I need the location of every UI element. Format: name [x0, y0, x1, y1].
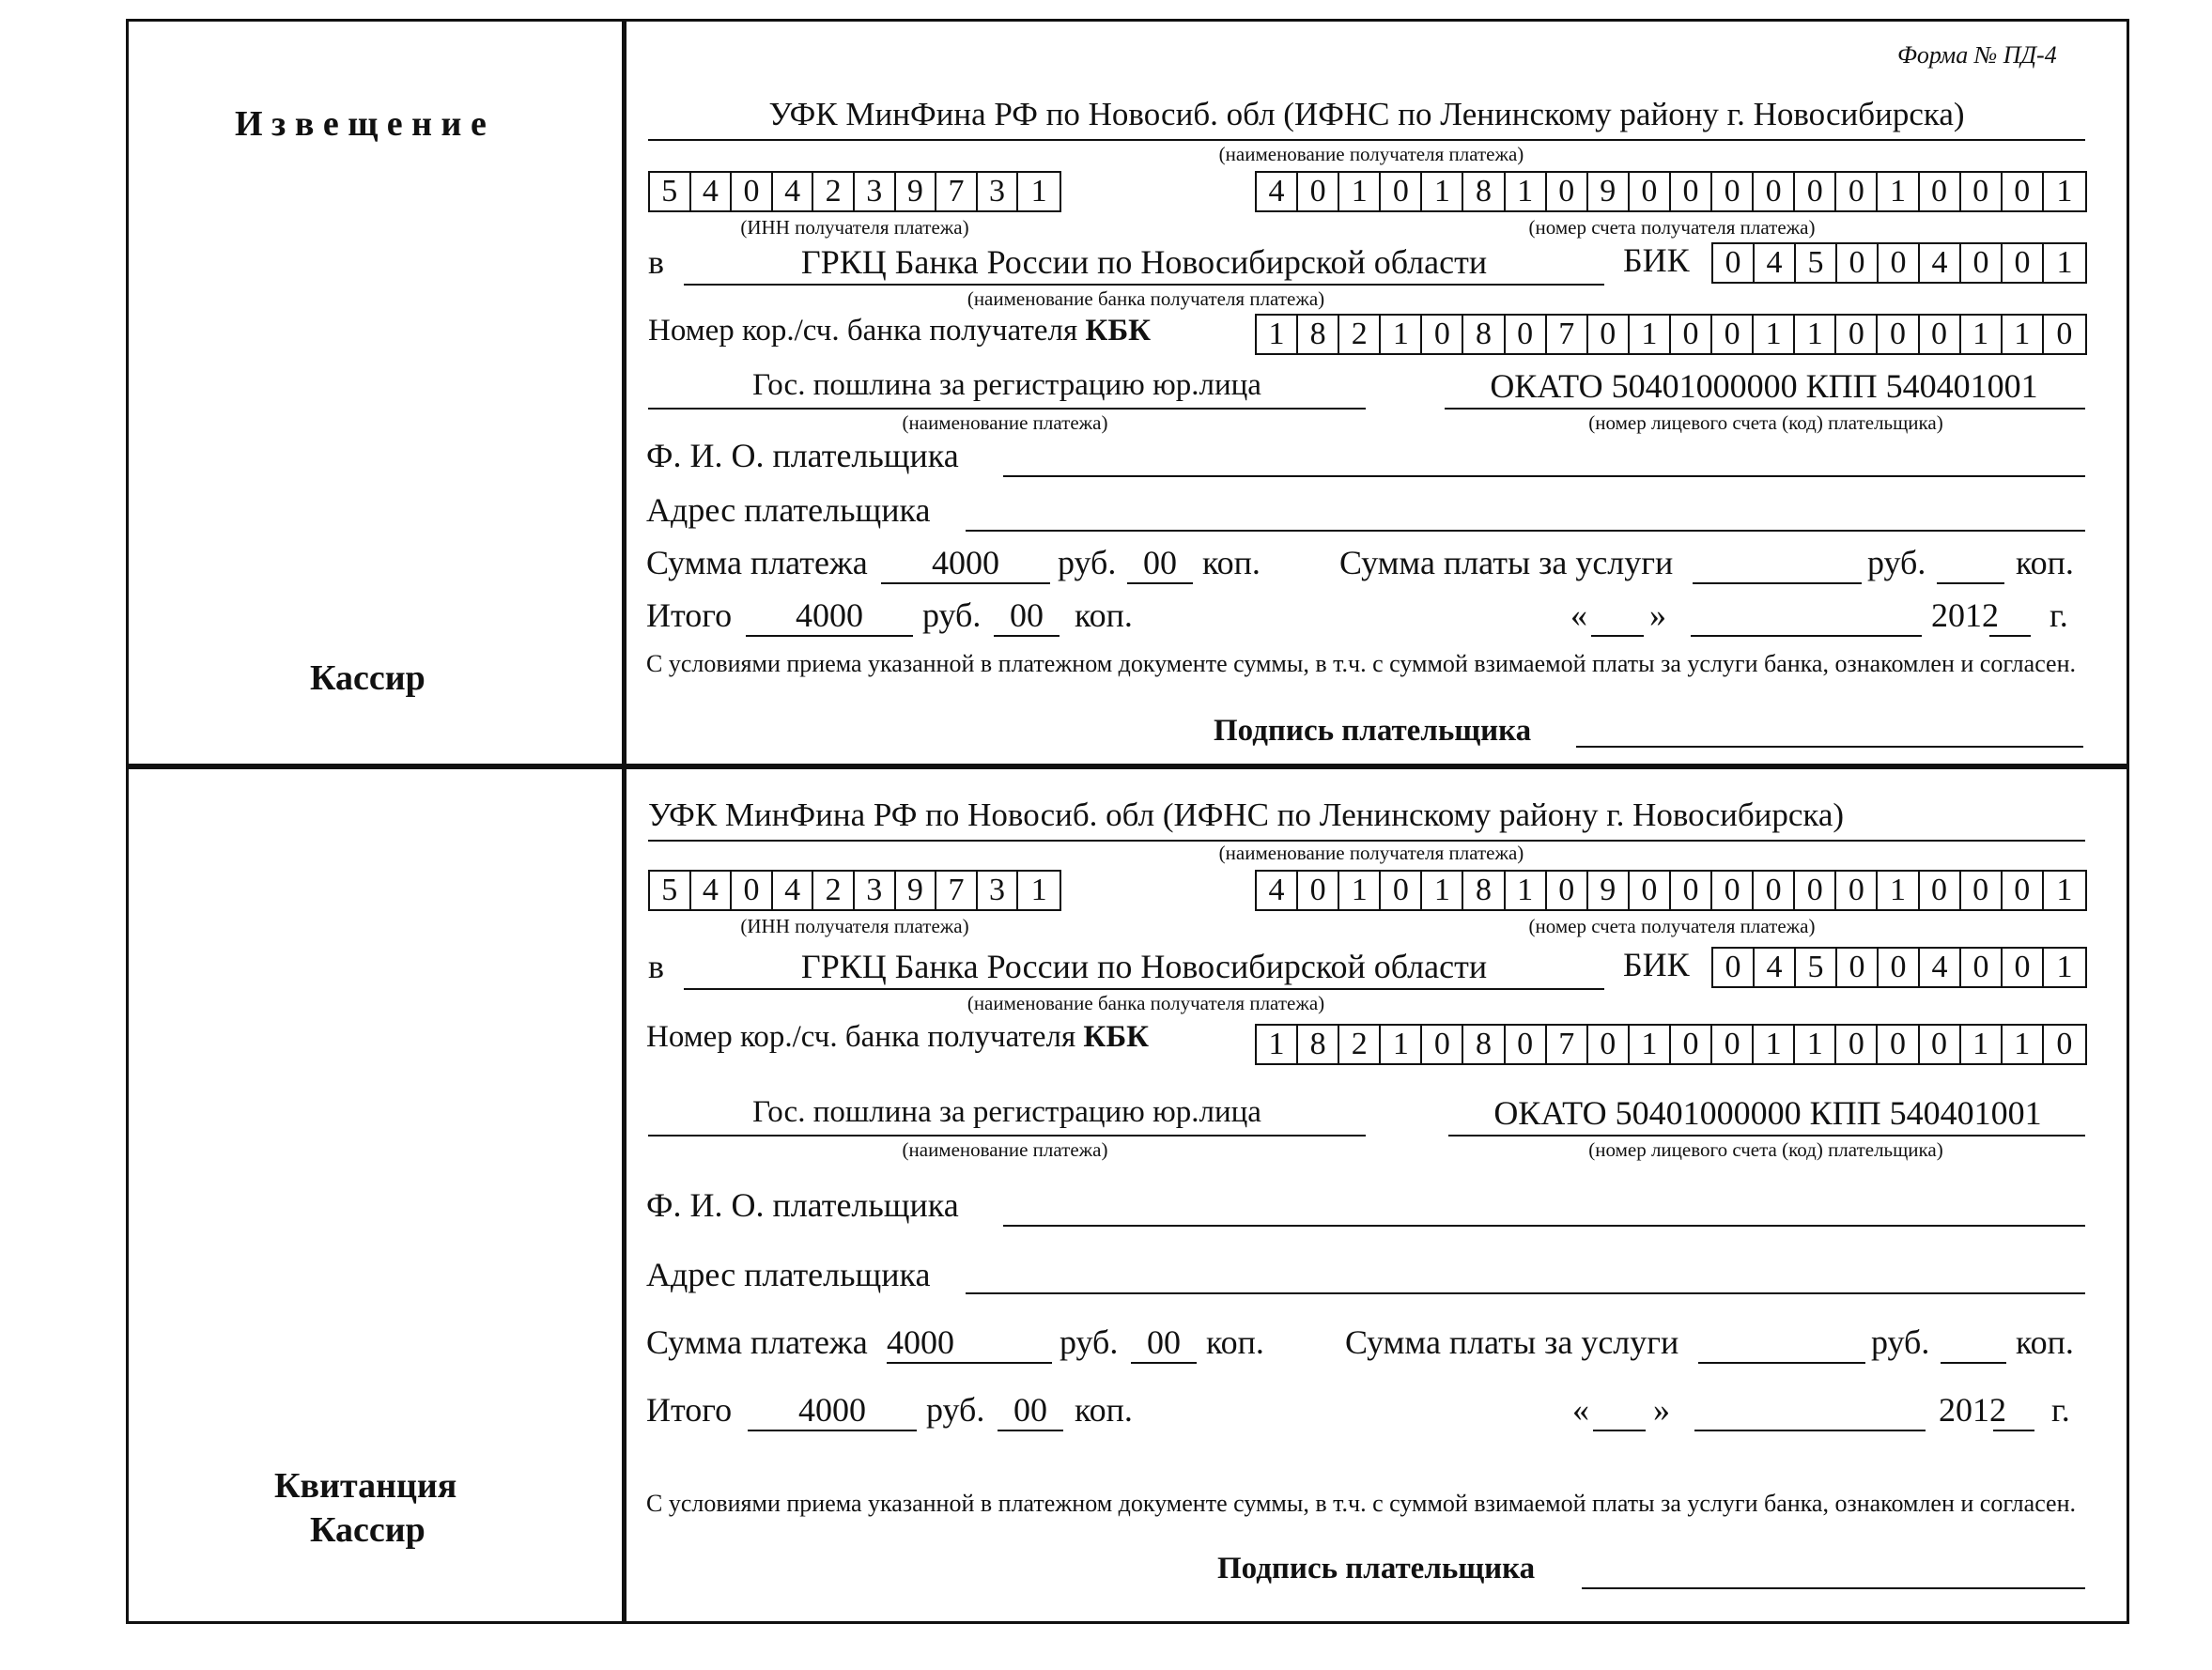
digit-cell: 4: [773, 173, 814, 210]
digit-cell: 0: [1506, 1026, 1547, 1063]
digit-cell: 0: [1712, 1026, 1754, 1063]
digit-cell: 1: [1422, 173, 1463, 210]
digit-cell: 0: [1630, 872, 1671, 909]
digit-cell: 3: [855, 173, 896, 210]
date-year-line: [1993, 1430, 2034, 1431]
payer-address-label: Адрес плательщика: [646, 1256, 931, 1293]
digit-cell: 0: [1920, 872, 1961, 909]
digit-cell: 0: [2056, 1027, 2073, 1061]
digit-cell: 0: [1836, 872, 1878, 909]
payee-line: [648, 139, 2085, 141]
kbk-label: КБК: [1083, 1020, 1150, 1054]
digit-cell: 1: [1381, 1026, 1422, 1063]
payment-line: [648, 408, 1366, 410]
digit-cell: 1: [1381, 316, 1422, 353]
services-rub-line[interactable]: [1693, 582, 1862, 584]
digit-cell: 0: [1837, 244, 1879, 282]
sum-rub-value[interactable]: 4000: [932, 544, 999, 581]
sum-services-label: Сумма платы за услуги: [1345, 1323, 1679, 1361]
digit-cell: 8: [1298, 316, 1339, 353]
corr-account-text: Номер кор./сч. банка получателя: [648, 314, 1078, 348]
form-number: Форма № ПД-4: [1897, 41, 2057, 69]
digit-cell: 5: [1796, 244, 1837, 282]
digit-cell: 0: [1879, 244, 1920, 282]
digit-cell: 0: [1836, 316, 1878, 353]
kbk-label: КБК: [1085, 314, 1152, 348]
digit-cell: 7: [936, 872, 978, 909]
terms-text: С условиями приема указанной в платежном документе суммы, в т.ч. с суммой взимаемой платы за услуги банка, ознакомлен и согласен.: [646, 650, 2077, 677]
payee-caption: (наименование получателя платежа): [1218, 842, 1524, 864]
payment-line: [648, 1135, 1366, 1137]
digit-cell: 4: [691, 173, 733, 210]
bik-label: БИК: [1623, 241, 1690, 279]
digit-cell: 0: [1381, 872, 1422, 909]
sum-kop-line: [1127, 582, 1193, 584]
digit-cell: 0: [1506, 316, 1547, 353]
digit-cell: 0: [1671, 872, 1712, 909]
services-rub-line[interactable]: [1698, 1362, 1865, 1364]
signature-label: Подпись плательщика: [1217, 1552, 1536, 1585]
sum-kop-label: коп.: [1206, 1323, 1264, 1361]
kbk-cells[interactable]: [1255, 314, 2087, 355]
okato-kpp[interactable]: ОКАТО 50401000000 КПП 540401001: [1490, 367, 2038, 405]
digit-cell: 4: [1257, 872, 1298, 909]
personal-account-caption: (номер лицевого счета (код) плательщика): [1588, 411, 1943, 434]
total-rub-value[interactable]: 4000: [796, 596, 863, 634]
digit-cell: 3: [978, 872, 1019, 909]
services-kop-line[interactable]: [1937, 582, 2004, 584]
digit-cell: 0: [1713, 244, 1755, 282]
digit-cell: 0: [1836, 173, 1878, 210]
digit-cell: 3: [978, 173, 1019, 210]
total-label: Итого: [646, 596, 733, 634]
date-quote-close: »: [1653, 1391, 1670, 1429]
bik-cells[interactable]: [1711, 242, 2087, 284]
payment-name[interactable]: Гос. пошлина за регистрацию юр.лица: [752, 1095, 1261, 1129]
digit-cell: 1: [1878, 872, 1919, 909]
digit-cell: 0: [1795, 872, 1836, 909]
services-kop-line[interactable]: [1941, 1362, 2006, 1364]
year-suffix: г.: [2051, 1391, 2070, 1429]
date-month-line[interactable]: [1694, 1430, 1926, 1431]
digit-cell: 1: [2003, 316, 2044, 353]
digit-cell: 1: [2056, 873, 2073, 907]
bank-in-label: в: [648, 243, 664, 281]
corr-account-text: Номер кор./сч. банка получателя: [646, 1020, 1076, 1054]
bank-caption: (наименование банка получателя платежа): [967, 287, 1325, 310]
digit-cell: 7: [936, 173, 978, 210]
digit-cell: 0: [1879, 949, 1920, 986]
digit-cell: 0: [1712, 316, 1754, 353]
personal-account-caption: (номер лицевого счета (код) плательщика): [1588, 1138, 1943, 1161]
date-quote-close: »: [1649, 596, 1666, 634]
digit-cell: 0: [1961, 244, 2003, 282]
payer-name-line[interactable]: [1003, 475, 2085, 477]
account-cells[interactable]: [1255, 171, 2087, 212]
receipt-cashier-label: Кассир: [310, 1510, 425, 1550]
payer-address-line[interactable]: [966, 1292, 2085, 1294]
section-divider: [126, 764, 2129, 769]
date-year-line: [1989, 635, 2031, 637]
year-suffix: г.: [2050, 596, 2068, 634]
signature-line[interactable]: [1582, 1587, 2085, 1589]
corr-account-label: [646, 1020, 1149, 1055]
terms-text: С условиями приема указанной в платежном документе суммы, в т.ч. с суммой взимаемой платы за услуги банка, ознакомлен и согласен.: [646, 1490, 2077, 1517]
total-rub-value[interactable]: 4000: [798, 1391, 866, 1429]
digit-cell: 0: [1754, 872, 1795, 909]
sum-payment-label: Сумма платежа: [646, 1323, 868, 1361]
digit-cell: 0: [2056, 317, 2073, 351]
bank-name[interactable]: ГРКЦ Банка России по Новосибирской области: [800, 243, 1488, 281]
digit-cell: 1: [1630, 316, 1671, 353]
digit-cell: 1: [2056, 174, 2073, 209]
payer-address-line[interactable]: [966, 530, 2085, 532]
notice-title: И з в е щ е н и е: [235, 104, 487, 144]
stub-divider: [622, 19, 626, 1624]
sum-kop-label: коп.: [1202, 544, 1261, 581]
digit-cell: 8: [1298, 1026, 1339, 1063]
signature-line[interactable]: [1576, 746, 2083, 748]
digit-cell: 8: [1463, 1026, 1505, 1063]
total-rub-label: руб.: [922, 596, 982, 634]
digit-cell: 1: [1339, 173, 1381, 210]
sum-rub-value[interactable]: 4000: [887, 1323, 954, 1361]
digit-cell: 4: [1755, 244, 1796, 282]
digit-cell: 2: [1339, 1026, 1381, 1063]
digit-cell: 0: [732, 872, 773, 909]
bank-caption: (наименование банка получателя платежа): [967, 992, 1325, 1014]
date-day-line[interactable]: [1593, 1430, 1646, 1431]
digit-cell: 0: [1712, 173, 1754, 210]
digit-cell: 0: [2003, 872, 2044, 909]
total-rub-line: [746, 635, 913, 637]
payer-name-line[interactable]: [1003, 1225, 2085, 1227]
digit-cell: 0: [1878, 1026, 1919, 1063]
services-kop-label: коп.: [2016, 1323, 2074, 1361]
digit-cell: 1: [1422, 872, 1463, 909]
receipt-title: Квитанция: [274, 1466, 457, 1506]
inn-caption: (ИНН получателя платежа): [740, 915, 969, 937]
payment-caption: (наименование платежа): [902, 411, 1108, 434]
digit-cell: 0: [1547, 872, 1588, 909]
digit-cell: 4: [1920, 949, 1961, 986]
digit-cell: 8: [1463, 316, 1505, 353]
total-kop-line: [998, 1430, 1063, 1431]
date-month-line[interactable]: [1691, 635, 1922, 637]
digit-cell: 9: [1588, 872, 1630, 909]
payment-caption: (наименование платежа): [902, 1138, 1108, 1161]
bank-in-label: в: [648, 948, 664, 985]
digit-cell: 1: [1754, 1026, 1795, 1063]
inn-cells[interactable]: [648, 870, 1061, 911]
digit-cell: 1: [1257, 316, 1298, 353]
total-kop-line: [994, 635, 1060, 637]
digit-cell: 0: [1961, 173, 2003, 210]
sum-rub-label: руб.: [1058, 544, 1117, 581]
digit-cell: 0: [1754, 173, 1795, 210]
digit-cell: 4: [1920, 244, 1961, 282]
digit-cell: 0: [1588, 316, 1630, 353]
services-rub-label: руб.: [1867, 544, 1926, 581]
notice-cashier-label: Кассир: [310, 658, 425, 698]
okato-line: [1445, 408, 2085, 410]
digit-cell: 0: [1630, 173, 1671, 210]
payment-name[interactable]: Гос. пошлина за регистрацию юр.лица: [752, 368, 1261, 402]
digit-cell: 0: [1588, 1026, 1630, 1063]
digit-cell: 1: [2003, 1026, 2044, 1063]
digit-cell: 1: [2056, 245, 2073, 280]
digit-cell: 0: [1920, 173, 1961, 210]
okato-line: [1448, 1135, 2085, 1137]
digit-cell: 5: [650, 872, 691, 909]
inn-caption: (ИНН получателя платежа): [740, 216, 969, 239]
sum-rub-line: [881, 582, 1050, 584]
account-caption: (номер счета получателя платежа): [1528, 915, 1816, 937]
digit-cell: 4: [773, 872, 814, 909]
digit-cell: 0: [1671, 173, 1712, 210]
digit-cell: 0: [1298, 173, 1339, 210]
digit-cell: 0: [2003, 949, 2044, 986]
digit-cell: 0: [1713, 949, 1755, 986]
payer-name-label: Ф. И. О. плательщика: [646, 437, 959, 474]
payee-name[interactable]: УФК МинФина РФ по Новосиб. обл (ИФНС по Ленинскому району г. Новосибирска): [648, 796, 1845, 833]
digit-cell: 0: [2003, 244, 2044, 282]
sum-kop-line: [1131, 1362, 1197, 1364]
payer-name-label: Ф. И. О. плательщика: [646, 1186, 959, 1224]
total-label: Итого: [646, 1391, 733, 1429]
total-kop-label: коп.: [1075, 596, 1133, 634]
digit-cell: 0: [1671, 1026, 1712, 1063]
digit-cell: 1: [1339, 872, 1381, 909]
total-rub-line: [748, 1430, 917, 1431]
digit-cell: 2: [813, 173, 855, 210]
sum-kop-value[interactable]: 00: [1143, 544, 1177, 581]
digit-cell: 0: [1795, 173, 1836, 210]
signature-label: Подпись плательщика: [1214, 714, 1532, 748]
payee-name[interactable]: УФК МинФина РФ по Новосиб. обл (ИФНС по Ленинскому району г. Новосибирска): [768, 96, 1965, 132]
inn-cells[interactable]: [648, 171, 1061, 212]
digit-cell: 0: [1422, 316, 1463, 353]
date-day-line[interactable]: [1591, 635, 1644, 637]
date-year-value[interactable]: 2012: [1939, 1391, 2006, 1429]
digit-cell: 1: [1795, 1026, 1836, 1063]
digit-cell: 1: [1506, 872, 1547, 909]
total-kop-value[interactable]: 00: [1013, 1391, 1047, 1429]
bank-line: [684, 284, 1604, 286]
digit-cell: 9: [896, 173, 937, 210]
digit-cell: 0: [1920, 316, 1961, 353]
bank-name[interactable]: ГРКЦ Банка России по Новосибирской области: [800, 948, 1488, 985]
total-rub-label: руб.: [926, 1391, 985, 1429]
digit-cell: 8: [1463, 173, 1505, 210]
sum-rub-label: руб.: [1060, 1323, 1119, 1361]
digit-cell: 9: [896, 872, 937, 909]
digit-cell: 1: [2056, 950, 2073, 984]
digit-cell: 5: [650, 173, 691, 210]
digit-cell: 2: [1339, 316, 1381, 353]
digit-cell: 1: [1878, 173, 1919, 210]
digit-cell: 1: [1961, 1026, 2003, 1063]
kbk-cells[interactable]: [1255, 1024, 2087, 1065]
digit-cell: 0: [1837, 949, 1879, 986]
services-kop-label: коп.: [2016, 544, 2074, 581]
digit-cell: 0: [1422, 1026, 1463, 1063]
digit-cell: 0: [1381, 173, 1422, 210]
digit-cell: 0: [1961, 872, 2003, 909]
account-caption: (номер счета получателя платежа): [1528, 216, 1816, 239]
digit-cell: 2: [813, 872, 855, 909]
date-quote-open: «: [1570, 596, 1587, 634]
sum-payment-label: Сумма платежа: [646, 544, 868, 581]
digit-cell: 0: [1878, 316, 1919, 353]
bik-label: БИК: [1623, 946, 1690, 983]
date-quote-open: «: [1572, 1391, 1589, 1429]
services-rub-label: руб.: [1871, 1323, 1930, 1361]
bik-cells[interactable]: [1711, 947, 2087, 988]
digit-cell: 1: [1506, 173, 1547, 210]
digit-cell: 1: [1030, 873, 1047, 907]
bank-line: [684, 988, 1604, 990]
digit-cell: 4: [691, 872, 733, 909]
digit-cell: 0: [1961, 949, 2003, 986]
payee-caption: (наименование получателя платежа): [1218, 143, 1524, 165]
payer-address-label: Адрес плательщика: [646, 491, 931, 529]
digit-cell: 0: [1920, 1026, 1961, 1063]
digit-cell: 4: [1755, 949, 1796, 986]
digit-cell: 7: [1547, 316, 1588, 353]
sum-services-label: Сумма платы за услуги: [1339, 544, 1674, 581]
sum-rub-line: [887, 1362, 1052, 1364]
digit-cell: 7: [1547, 1026, 1588, 1063]
digit-cell: 0: [2003, 173, 2044, 210]
account-cells[interactable]: [1255, 870, 2087, 911]
digit-cell: 0: [1836, 1026, 1878, 1063]
digit-cell: 0: [1547, 173, 1588, 210]
digit-cell: 5: [1796, 949, 1837, 986]
digit-cell: 8: [1463, 872, 1505, 909]
digit-cell: 1: [1030, 174, 1047, 209]
digit-cell: 1: [1257, 1026, 1298, 1063]
digit-cell: 9: [1588, 173, 1630, 210]
digit-cell: 0: [732, 173, 773, 210]
digit-cell: 1: [1630, 1026, 1671, 1063]
digit-cell: 0: [1298, 872, 1339, 909]
okato-kpp[interactable]: ОКАТО 50401000000 КПП 540401001: [1493, 1094, 2042, 1132]
digit-cell: 1: [1754, 316, 1795, 353]
total-kop-value[interactable]: 00: [1010, 596, 1044, 634]
digit-cell: 3: [855, 872, 896, 909]
digit-cell: 1: [1795, 316, 1836, 353]
digit-cell: 4: [1257, 173, 1298, 210]
digit-cell: 0: [1712, 872, 1754, 909]
digit-cell: 1: [1961, 316, 2003, 353]
corr-account-label: [648, 314, 1151, 348]
digit-cell: 0: [1671, 316, 1712, 353]
date-year-value[interactable]: 2012: [1931, 596, 1999, 634]
sum-kop-value[interactable]: 00: [1147, 1323, 1181, 1361]
total-kop-label: коп.: [1075, 1391, 1133, 1429]
